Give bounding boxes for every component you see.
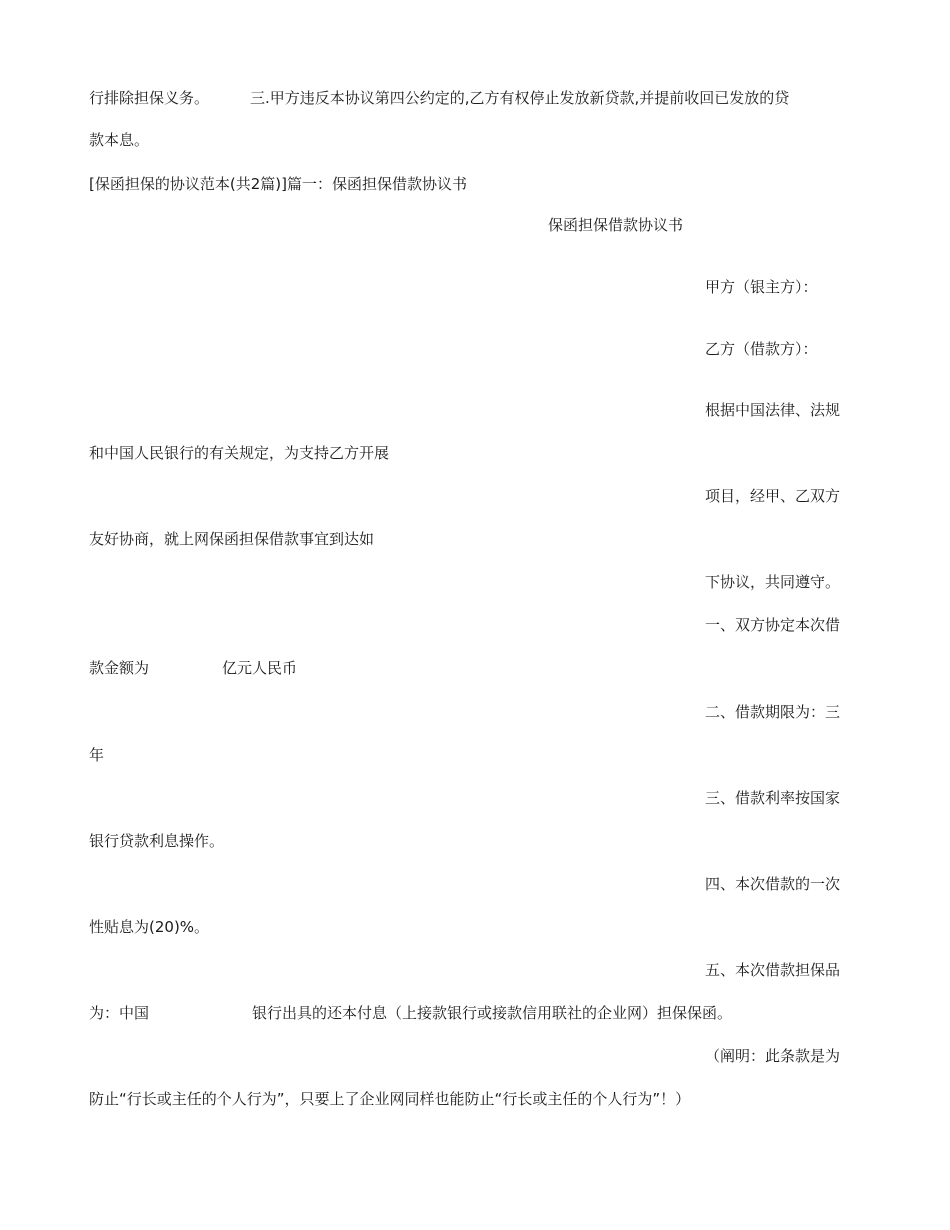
text-line: 根据中国法律、法规 xyxy=(705,401,841,419)
clause-4: 四、本次借款的一次 xyxy=(705,875,841,893)
text-line: 行排除担保义务。 xyxy=(89,89,210,107)
text-line: 亿元人民币 xyxy=(222,659,298,677)
clause-3: 三、借款利率按国家 xyxy=(705,789,841,807)
clause-1: 一、双方协定本次借 xyxy=(705,616,841,634)
text-line: 款本息。 xyxy=(89,131,150,149)
text-line: 下协议，共同遵守。 xyxy=(705,573,841,591)
text-line: 银行出具的还本付息（上接款银行或接款信用联社的企业网）担保保函。 xyxy=(252,1004,733,1022)
note-line: （阐明：此条款是为 xyxy=(705,1047,841,1065)
text-line: 性贴息为(20)%。 xyxy=(89,918,210,936)
text-line: 为：中国 xyxy=(89,1004,150,1022)
text-line: 项目，经甲、乙双方 xyxy=(705,487,841,505)
document-title: 保函担保借款协议书 xyxy=(548,216,684,234)
text-line: 银行贷款利息操作。 xyxy=(89,832,225,850)
text-line: 年 xyxy=(89,746,105,764)
party-b-label: 乙方（借款方）： xyxy=(705,340,818,358)
text-line: 友好协商，就上网保函担保借款事宜到达如 xyxy=(89,530,375,548)
clause-2: 二、借款期限为：三 xyxy=(705,703,841,721)
text-line: 款金额为 xyxy=(89,659,150,677)
clause-5: 五、本次借款担保品 xyxy=(705,961,841,979)
text-line: 三.甲方违反本协议第四公约定的,乙方有权停止发放新贷款,并提前收回已发放的贷 xyxy=(250,89,790,107)
party-a-label: 甲方（银主方）： xyxy=(705,278,818,296)
text-line: 和中国人民银行的有关规定，为支持乙方开展 xyxy=(89,444,390,462)
note-line: 防止“行长或主任的个人行为”，只要上了企业网同样也能防止“行长或主任的个人行为”！） xyxy=(89,1090,691,1108)
section-heading: [保函担保的协议范本(共2篇)]篇一：保函担保借款协议书 xyxy=(89,175,467,193)
